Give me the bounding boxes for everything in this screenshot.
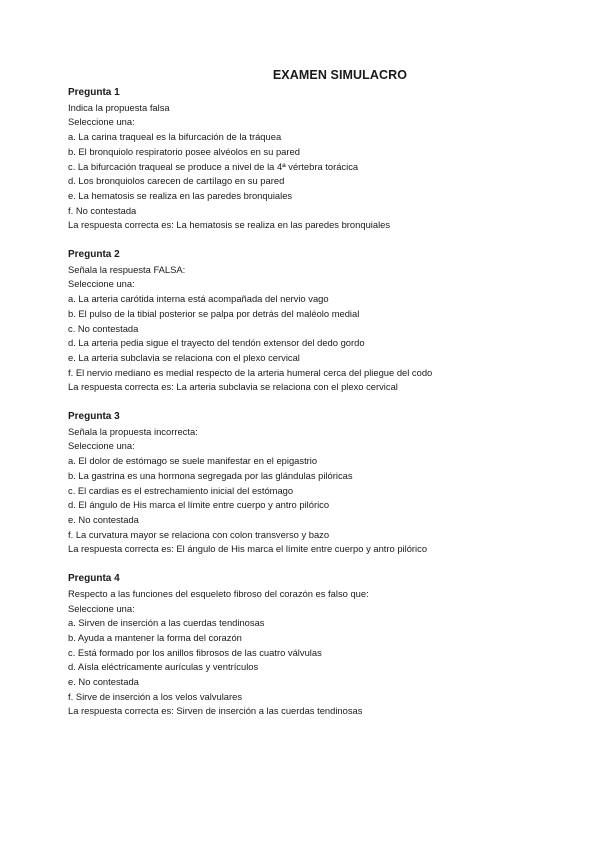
question-prompt: Indica la propuesta falsa <box>68 101 170 113</box>
exam-page <box>68 68 568 734</box>
correct-answer: La respuesta correcta es: La arteria subclavia se relaciona con el plexo cervical <box>68 381 398 393</box>
answer-option: f. La curvatura mayor se relaciona con colon transverso y bazo <box>68 528 330 540</box>
answer-option: f. No contestada <box>68 204 137 216</box>
select-label: Seleccione una: <box>68 278 135 290</box>
question-heading: Pregunta 1 <box>68 87 120 98</box>
answer-option: e. No contestada <box>68 676 139 688</box>
answer-option: d. Aísla eléctricamente aurículas y ventrículos <box>68 661 259 673</box>
question-prompt: Respecto a las funciones del esqueleto fibroso del corazón es falso que: <box>68 587 369 599</box>
question-heading: Pregunta 3 <box>68 411 120 423</box>
answer-option: b. El bronquiolo respiratorio posee alvéolos en su pared <box>68 145 300 157</box>
answer-option: a. El dolor de estómago se suele manifestar en el epigastrio <box>68 455 318 467</box>
answer-option: d. Los bronquiolos carecen de cartílago en su pared <box>68 175 285 187</box>
answer-option: e. No contestada <box>68 513 139 525</box>
question-block <box>68 572 568 719</box>
question-heading: Pregunta 4 <box>68 573 120 585</box>
question-heading: Pregunta 2 <box>68 249 120 261</box>
answer-option: b. La gastrina es una hormona segregada por las glándulas pilóricas <box>68 469 353 481</box>
question-prompt: Señala la propuesta incorrecta: <box>68 425 198 437</box>
page-title: EXAMEN SIMULACRO <box>272 68 408 82</box>
question-block <box>68 248 568 395</box>
answer-option: a. La arteria carótida interna está acompañada del nervio vago <box>68 293 329 305</box>
question-prompt: Señala la respuesta FALSA: <box>68 263 186 275</box>
correct-answer: La respuesta correcta es: Sirven de inserción a las cuerdas tendinosas <box>68 705 363 717</box>
answer-option: c. Está formado por los anillos fibrosos de las cuatro válvulas <box>68 646 322 658</box>
correct-answer: La respuesta correcta es: El ángulo de His marca el límite entre cuerpo y antro pilórico <box>68 543 428 555</box>
answer-option: b. Ayuda a mantener la forma del corazón <box>68 631 242 643</box>
correct-answer: La respuesta correcta es: La hematosis se realiza en las paredes bronquiales <box>68 219 391 231</box>
question-block <box>68 410 568 557</box>
select-label: Seleccione una: <box>68 602 135 614</box>
answer-option: b. El pulso de la tibial posterior se palpa por detrás del maléolo medial <box>68 307 360 319</box>
answer-option: d. La arteria pedia sigue el trayecto del tendón extensor del dedo gordo <box>68 337 365 349</box>
answer-option: f. El nervio mediano es medial respecto de la arteria humeral cerca del pliegue del codo <box>68 366 433 378</box>
answer-option: c. La bifurcación traqueal se produce a nivel de la 4ª vértebra torácica <box>68 160 359 172</box>
answer-option: f. Sirve de inserción a los velos valvulares <box>68 690 243 702</box>
answer-option: e. La arteria subclavia se relaciona con el plexo cervical <box>68 351 300 363</box>
answer-option: c. El cardias es el estrechamiento inicial del estómago <box>68 484 294 496</box>
select-label: Seleccione una: <box>68 116 135 128</box>
answer-option: e. La hematosis se realiza en las paredes bronquiales <box>68 189 293 201</box>
answer-option: a. La carina traqueal es la bifurcación de la tráquea <box>68 131 282 143</box>
question-block <box>68 86 568 233</box>
answer-option: d. El ángulo de His marca el límite entre cuerpo y antro pilórico <box>68 499 330 511</box>
answer-option: a. Sirven de inserción a las cuerdas tendinosas <box>68 617 265 629</box>
select-label: Seleccione una: <box>68 440 135 452</box>
answer-option: c. No contestada <box>68 322 139 334</box>
